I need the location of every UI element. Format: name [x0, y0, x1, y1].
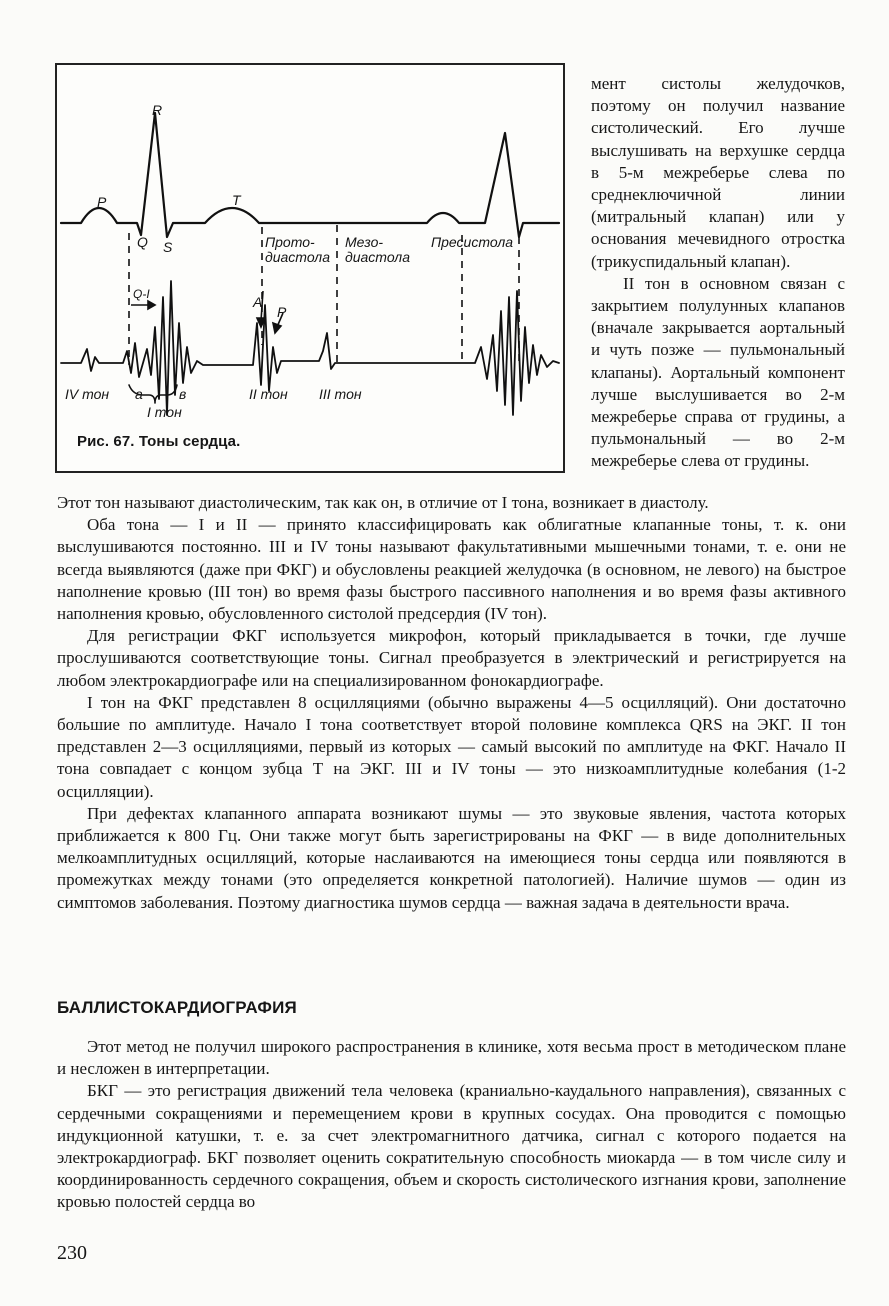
right-column-text — [591, 73, 845, 473]
right-col-paragraph-2: II тон в основном связан с закрытием полулунных клапанов (вначале закрывается аортальный и чуть позже — пульмональный клапаны). Аортальный компонент лучше выслушивается во 2-м межреберье справа от грудины, а пульмональный — во 2-м межреберье слева от грудины. — [591, 273, 845, 471]
page-number: 230 — [57, 1242, 87, 1264]
ecg-trace — [61, 113, 559, 237]
label-i-ton: I тон — [147, 404, 182, 420]
label-a-big: А — [253, 294, 263, 310]
paragraph: При дефектах клапанного аппарата возникают шумы — это звуковые явления, частота которых приближается к 800 Гц. Они также могут быть зарегистрированы на ФКГ — в виде дополнительных мелкоамплитудных осцилляций, которые наслаиваются на имеющиеся тоны сердца или появляются в промежутках между тонами (это определяется конкретной патологией). Наличие шумов — один из симптомов заболевания. Поэтому диагностика шумов сердца — важная задача в деятельности врача. — [57, 803, 846, 912]
label-v: в — [179, 386, 187, 402]
body-text-main — [57, 492, 846, 914]
section-title: БАЛЛИСТОКАРДИОГРАФИЯ — [57, 998, 297, 1017]
paragraph: Для регистрации ФКГ используется микрофон, который прикладывается в точки, где лучше прослушиваются соответствующие тоны. Сигнал преобразуется в электрический и регистрируется на любом электрокардиографе или на специализированном фонокардиографе. — [57, 626, 846, 690]
paragraph: Этот тон называют диастолическим, так как он, в отличие от I тона, возникает в диастолу. — [57, 493, 709, 512]
label-s: S — [163, 239, 173, 255]
body-text-section — [57, 1036, 846, 1214]
right-col-paragraph-1: мент систолы желудочков, поэтому он получил название систолический. Его лучше выслушивать на верхушке сердца в 5-м межреберье слева по среднеключичной линии (митральный клапан) или у основания мечевидного отростка (трикуспидальный клапан). — [591, 74, 845, 271]
heart-sounds-figure — [55, 63, 565, 473]
label-mezodiastola-2: диастола — [345, 249, 410, 265]
label-a: а — [135, 386, 143, 402]
label-ii-ton: II тон — [249, 386, 288, 402]
label-protodiastola-1: Прото- — [265, 234, 315, 250]
paragraph: I тон на ФКГ представлен 8 осцилляциями (обычно выражены 4—5 осцилляций). Они достаточно большие по амплитуде. Начало I тона соответствует второй половине комплекса QRS на ЭКГ. II тон представлен 2—3 осцилляциями, первый из которых — самый высокий по амплитуде на ФКГ. Начало II тона совпадает с концом зубца Т на ЭКГ. III и IV тоны — это низкоамплитудные колебания (1-2 осцилляции). — [57, 692, 846, 801]
label-presistola: Пресистола — [431, 234, 514, 250]
label-mezodiastola-1: Мезо- — [345, 234, 384, 250]
label-q-minus-i: Q-I — [133, 287, 150, 301]
paragraph: Этот метод не получил широкого распространения в клинике, хотя весьма прост в методическом плане и несложен в интерпретации. — [57, 1037, 846, 1079]
paragraph: Оба тона — I и II — принято классифицировать как облигатные клапанные тоны, т. к. они выслушиваются постоянно. III и IV тоны называют факультативными мышечными тонами, т. е. они не всегда выявляются (даже при ФКГ) и обусловлены реакцией желудочка (в основном, не левого) на быстрое наполнение кровью (III тон) во время фазы быстрого пассивного наполнения и во время фазы активного наполнения кровью, обусловленного систолой предсердия (IV тон). — [57, 515, 846, 624]
label-protodiastola-2: диастола — [265, 249, 330, 265]
figure-caption: Рис. 67. Тоны сердца. — [77, 433, 241, 450]
ecg-pcg-diagram — [57, 65, 563, 471]
label-p: P — [97, 194, 107, 210]
label-t: T — [232, 192, 241, 208]
label-iv-ton: IV тон — [65, 386, 110, 402]
label-r: R — [152, 102, 163, 118]
label-q: Q — [137, 234, 148, 250]
label-p-small: Р — [277, 304, 287, 320]
label-iii-ton: III тон — [319, 386, 362, 402]
paragraph: БКГ — это регистрация движений тела человека (краниально-каудального направления), связанных с сердечными сокращениями и перемещением крови в крупных сосудах. Она проводится с помощью индукционной катушки, т. е. за счет электромагнитного датчика, сигнал с которого подается на электрокардиограф. БКГ позволяет оценить сократительную способность миокарда — в том числе силу и координированность сердечного сокращения, объем и скорость систолического изгнания крови, заполнение кровью полостей сердца во — [57, 1081, 846, 1212]
